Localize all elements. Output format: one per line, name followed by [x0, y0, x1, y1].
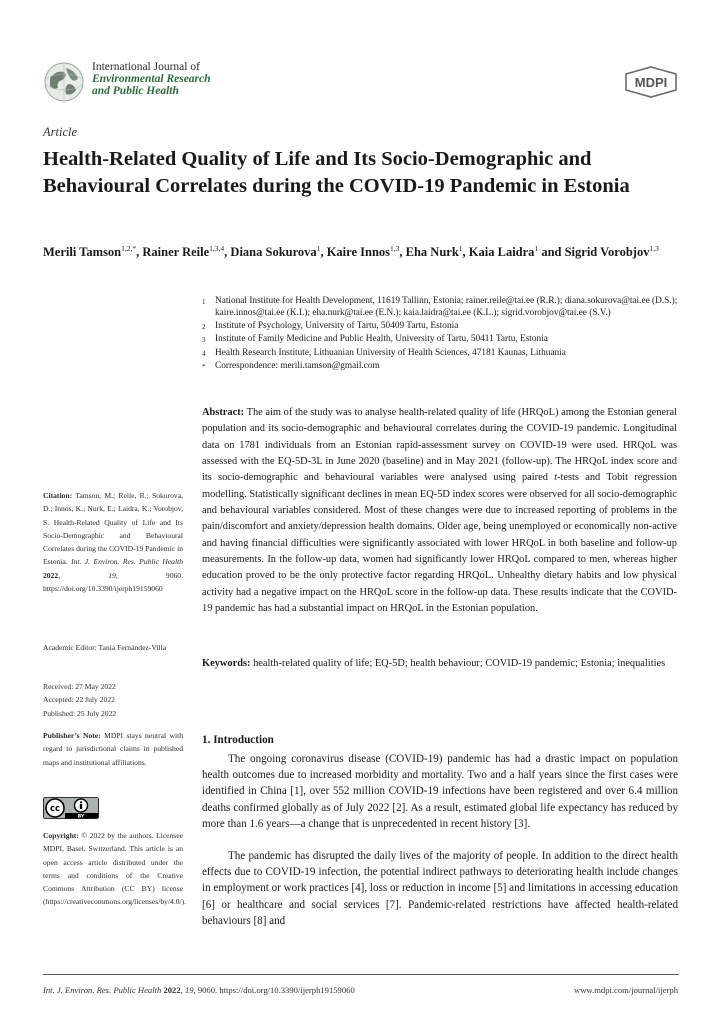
- journal-name-line3: and Public Health: [92, 85, 179, 97]
- footer-journal: Int. J. Environ. Res. Public Health: [43, 985, 162, 995]
- affiliation-item: [202, 347, 682, 360]
- accepted-date: Accepted: 22 July 2022: [43, 695, 115, 705]
- academic-editor: [43, 641, 183, 654]
- author-affiliation-marker: 1: [458, 244, 463, 253]
- author-separator: ,: [136, 245, 143, 260]
- section-heading-introduction: 1. Introduction: [202, 734, 274, 746]
- author-name[interactable]: Kaia Laidra: [468, 245, 535, 260]
- affiliation-number: *: [202, 363, 206, 372]
- citation-journal: Int. J. Environ. Res. Public Health: [71, 557, 184, 567]
- journal-name-line1: International Journal of: [92, 61, 200, 73]
- abstract-text-b: -tests and Tobit regression modelling. Statistically significant declines in mean EQ-5D index scores were observed for all socio-demographic and behavioural variables considered. Most of these changes were due to increased reporting of problems in the pain/discomfort and anxiety/depression health domains. Older age, being unemployed or economically non-active and having financial difficulties were significantly associated with lower HRQoL in both baseline and follow-up measurements. In the follow-up data, women had significantly lower HRQoL compared to men, whereas higher education proved to be the only protective factor regarding HRQoL. Unhealthy dietary habits and low physical activity had a negative impact on the HRQoL score in the follow-up data. These results indicate that the COVID-19 pandemic has had a substantial impact on HRQoL in the Estonian population.: [202, 472, 677, 615]
- journal-name-line2: Environmental Research: [92, 73, 211, 85]
- citation-label: Citation:: [43, 491, 73, 500]
- affiliation-text: Institute of Psychology, University of Tartu, 50409 Tartu, Estonia: [215, 320, 459, 331]
- keywords-label: Keywords:: [202, 658, 251, 669]
- author-name[interactable]: Diana Sokurova: [230, 245, 317, 260]
- affiliation-number: 3: [202, 336, 206, 345]
- copyright-text: © 2022 by the authors. Licensee MDPI, Basel, Switzerland. This article is an open access article distributed under the terms and conditions of the Creative Commons Attribution (CC BY) license (https://creativecommons.org/licenses/by/4.0/).: [43, 831, 187, 907]
- affiliation-item: [202, 320, 682, 333]
- published-date: Published: 25 July 2022: [43, 708, 117, 718]
- journal-name: [92, 61, 211, 97]
- affiliation-text: National Institute for Health Development, 11619 Tallinn, Estonia; rainer.reile@tai.ee (R.R.); diana.sokurova@tai.ee (D.S.); kaire.innos@tai.ee (K.I.); eha.nurk@tai.ee (E.N.); kaia.laidra@tai.ee (K.L.); sigrid.vorobjov@tai.ee (S.V.): [215, 296, 678, 319]
- copyright-label: Copyright:: [43, 831, 79, 840]
- svg-text:cc: cc: [49, 804, 61, 815]
- mdpi-logo-icon: [624, 66, 678, 98]
- affiliation-item: [202, 295, 682, 320]
- author-separator: and: [538, 245, 565, 260]
- citation-year: 2022: [43, 570, 59, 580]
- author-affiliation-marker: 1,3: [390, 244, 400, 253]
- keywords-text: health-related quality of life; EQ-5D; health behaviour; COVID-19 pandemic; Estonia; inequalities: [250, 658, 666, 669]
- footer-volume: , 19: [180, 985, 194, 995]
- author-affiliation-marker: 1,3,4: [209, 244, 225, 253]
- publication-dates: [43, 680, 183, 720]
- affiliation-number: 2: [202, 322, 206, 331]
- citation-volume: , 19: [58, 570, 116, 580]
- article-type: Article: [43, 125, 78, 139]
- affiliation-number: 1: [202, 298, 206, 306]
- affiliation-text: Institute of Family Medicine and Public Health, University of Tartu, 50411 Tartu, Estonia: [215, 334, 548, 345]
- affiliation-text: Correspondence: merili.tamson@gmail.com: [215, 361, 380, 372]
- footer-citation: [43, 985, 355, 995]
- affiliations: [202, 295, 682, 373]
- footer-divider: [43, 974, 679, 975]
- author-affiliation-marker: 1,2,*: [121, 244, 137, 253]
- author-name[interactable]: Rainer Reile: [142, 245, 210, 260]
- article-title: Health-Related Quality of Life and Its Socio-Demographic and Behavioural Correlates during the COVID-19 Pandemic in Estonia: [43, 148, 630, 197]
- author-separator: ,: [399, 245, 406, 260]
- intro-paragraph-2: The pandemic has disrupted the daily lives of the majority of people. In addition to the direct health effects due to COVID-19 infection, the potential indirect pathways to deteriorating health include changes in employment or work practices [4], loss or reduction in income [5] and limitations in accessing education [6] or healthcare and social services [7]. Pandemic-related restrictions have affected health-related behaviours [8] and: [202, 850, 678, 927]
- footer-doi-link[interactable]: , 9060. https://doi.org/10.3390/ijerph19159060: [193, 985, 355, 995]
- footer-year: 2022: [161, 985, 181, 995]
- cc-by-license-icon[interactable]: [43, 797, 99, 819]
- svg-text:BY: BY: [77, 814, 85, 819]
- mdpi-logo-text: MDPI: [634, 75, 668, 90]
- author-name[interactable]: Merili Tamson: [43, 245, 122, 260]
- affiliation-text: Health Research Institute, Lithuanian University of Health Sciences, 47181 Kaunas, Lithuania: [215, 347, 566, 358]
- citation-doi-link[interactable]: , 9060. https://doi.org/10.3390/ijerph19159060: [43, 570, 183, 594]
- publisher-note: [43, 729, 183, 769]
- affiliation-item: [202, 360, 682, 373]
- abstract: [202, 405, 677, 617]
- citation-block: [43, 489, 183, 595]
- affiliation-number: 4: [202, 349, 206, 358]
- author-name[interactable]: Sigrid Vorobjov: [564, 245, 650, 260]
- publisher-note-label: Publisher’s Note:: [43, 731, 101, 740]
- intro-paragraph-1: The ongoing coronavirus disease (COVID-19) pandemic has had a drastic impact on population health outcomes due to increased morbidity and mortality. Two and a half years since the first cases were identified in China [1], over 552 million COVID-19 infections have been registered and over 6.4 million deaths confirmed globally as of July 2022 [2]. As a result, estimated global life expectancy has reduced by more than 1.6 years—a change that is unprecedented in recent history [3].: [202, 753, 678, 830]
- author-affiliation-marker: 1: [316, 244, 321, 253]
- abstract-text-a: The aim of the study was to analyse health-related quality of life (HRQoL) among the Estonian general population and its socio-demographic and behavioural correlates during the COVID-19 pandemic. Longitudinal data on 1781 individuals from an Estonian rapid-assessment survey on COVID-19 were used. HRQoL was assessed with the EQ-5D-3L in June 2020 (baseline) and in May 2021 (follow-up). The HRQoL index score and its socio-demographic and behavioural variables were analysed using paired: [202, 407, 677, 484]
- abstract-t-italic: t: [554, 472, 558, 484]
- author-separator: ,: [462, 245, 469, 260]
- footer-journal-url[interactable]: www.mdpi.com/journal/ijerph: [574, 985, 678, 995]
- publisher-note-text: MDPI stays neutral with regard to jurisdictional claims in published maps and institutional affiliations.: [43, 731, 183, 767]
- author-separator: ,: [320, 245, 327, 260]
- abstract-label: Abstract:: [202, 407, 245, 418]
- citation-text: Tamson, M.; Reile, R.; Sokurova, D.; Innos, K.; Nurk, E.; Laidra, K.; Vorobjov, S. Health-Related Quality of Life and Its Socio-Demographic and Behavioural Correlates during the COVID-19 Pandemic in Estonia.: [43, 491, 183, 567]
- keywords: [202, 656, 677, 672]
- received-date: Received: 27 May 2022: [43, 682, 116, 691]
- author-name[interactable]: Kaire Innos: [326, 245, 391, 260]
- globe-icon: [42, 60, 86, 104]
- affiliation-item: [202, 333, 682, 346]
- author-separator: ,: [224, 245, 231, 260]
- author-affiliation-marker: 1,3: [649, 244, 659, 253]
- author-list: [43, 239, 683, 262]
- author-affiliation-marker: 1: [534, 244, 539, 253]
- author-name[interactable]: Eha Nurk: [405, 245, 459, 260]
- academic-editor-text: Academic Editor: Tania Fernández-Villa: [43, 643, 167, 652]
- copyright-block: [43, 829, 187, 909]
